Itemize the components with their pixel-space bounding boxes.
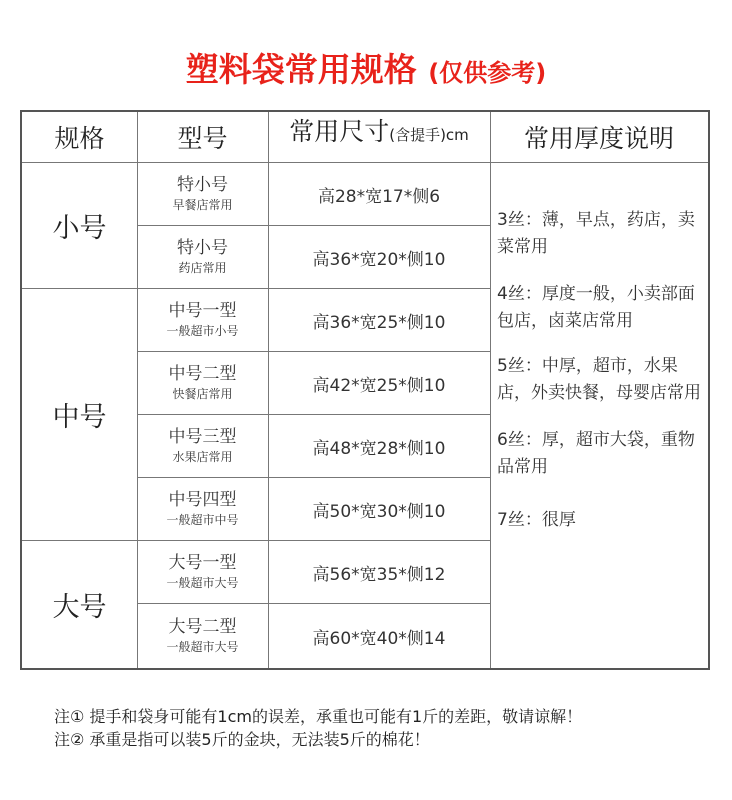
model-cell: [137, 163, 268, 225]
model-cell: [137, 478, 268, 540]
dimension-value: 高36*宽20*侧10: [312, 249, 446, 270]
footnote: 注① 提手和袋身可能有1cm的误差，承重也可能有1斤的差距，敬请谅解！: [54, 707, 583, 726]
model-note: 水果店常用: [172, 450, 233, 464]
footnote: 注② 承重是指可以装5斤的金块，无法装5斤的棉花！: [54, 730, 430, 749]
model-cell: [137, 226, 268, 288]
dimension-value: 高48*宽28*侧10: [312, 438, 446, 459]
model-note: 一般超市大号: [166, 640, 239, 654]
thickness-item: 6丝：厚，超市大袋，重物品常用: [497, 430, 695, 477]
dimension-cell: [268, 352, 490, 414]
title-main: 塑料袋常用规格: [185, 50, 417, 89]
model-cell: [137, 604, 268, 668]
model-name: 中号一型: [168, 301, 237, 321]
size-group-small: [22, 163, 137, 288]
dimension-value: 高50*宽30*侧10: [312, 501, 446, 522]
spec-table: [20, 110, 710, 670]
header-size-label: 常用尺寸: [289, 117, 390, 146]
title-sub: (仅供参考): [428, 59, 547, 87]
dimension-value: 高36*宽25*侧10: [312, 312, 446, 333]
header-thickness-label: 常用厚度说明: [523, 124, 674, 153]
model-name: 大号一型: [168, 553, 237, 573]
header-model: [137, 112, 268, 162]
thickness-item: 7丝：很厚: [497, 510, 576, 530]
header-spec-label: 规格: [54, 124, 105, 153]
model-note: 一般超市大号: [166, 576, 239, 590]
model-note: 快餐店常用: [172, 387, 233, 401]
col-divider: [490, 112, 491, 668]
size-group-label: 大号: [52, 592, 107, 623]
header-size: [268, 112, 490, 162]
model-name: 特小号: [177, 238, 228, 258]
model-note: 药店常用: [178, 261, 227, 275]
dimension-cell: [268, 163, 490, 225]
header-model-label: 型号: [177, 124, 228, 153]
model-name: 大号二型: [168, 617, 237, 637]
dimension-cell: [268, 415, 490, 477]
dimension-value: 高42*宽25*侧10: [312, 375, 446, 396]
dimension-cell: [268, 478, 490, 540]
size-group-medium: [22, 289, 137, 540]
dimension-value: 高56*宽35*侧12: [312, 564, 446, 585]
thickness-item: 3丝：薄，早点，药店，卖菜常用: [497, 210, 695, 257]
model-name: 中号二型: [168, 364, 237, 384]
dimension-value: 高60*宽40*侧14: [312, 628, 446, 649]
dimension-cell: [268, 226, 490, 288]
model-cell: [137, 289, 268, 351]
model-note: 一般超市中号: [166, 513, 239, 527]
model-name: 中号四型: [168, 490, 237, 510]
footnotes: [54, 705, 582, 751]
model-cell: [137, 352, 268, 414]
model-cell: [137, 541, 268, 603]
page-title: [0, 44, 732, 91]
header-thickness: [490, 112, 708, 162]
dimension-cell: [268, 289, 490, 351]
size-group-label: 中号: [52, 402, 107, 433]
size-group-label: 小号: [52, 213, 107, 244]
size-group-large: [22, 541, 137, 668]
thickness-description: [497, 163, 709, 534]
header-spec: [22, 112, 137, 162]
model-name: 中号三型: [168, 427, 237, 447]
model-cell: [137, 415, 268, 477]
dimension-cell: [268, 604, 490, 668]
model-note: 一般超市小号: [166, 324, 239, 338]
thickness-item: 5丝：中厚，超市，水果店，外卖快餐，母婴店常用: [497, 356, 701, 403]
dimension-value: 高28*宽17*侧6: [317, 186, 441, 207]
dimension-cell: [268, 541, 490, 603]
model-note: 早餐店常用: [172, 198, 233, 212]
header-size-unit: (含提手)cm: [389, 126, 469, 144]
thickness-item: 4丝：厚度一般，小卖部面包店，卤菜店常用: [497, 284, 695, 331]
model-name: 特小号: [177, 175, 228, 195]
